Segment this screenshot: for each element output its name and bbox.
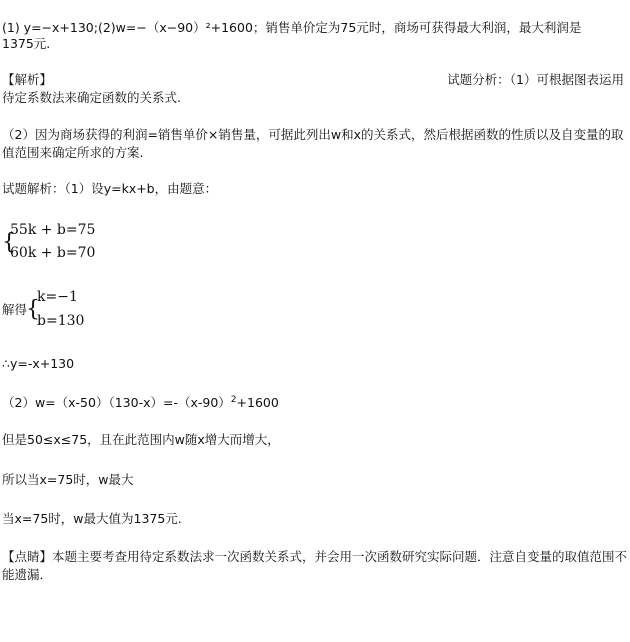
when-line: 所以当x=75时，w最大 [2, 472, 134, 487]
solve-label: 解得 [2, 302, 28, 317]
answer-line-1: (1) y=−x+130;(2)w=−（x−90）²+1600；销售单价定为75元时，商场可获得最大利润，最大利润是 [2, 20, 582, 35]
result-line-1: ∴y=-x+130 [2, 356, 75, 371]
part-2-formula-tail: +1600 [236, 395, 279, 410]
analysis-right-text: 试题分析：（1）可根据图表运用 [447, 72, 624, 87]
system-1-row-2: 60k + b=70 [10, 245, 96, 261]
part-2-formula-main: （2）w=（x-50）（130-x）=-（x-90） [2, 395, 231, 410]
part-2-formula-exponent: 2 [230, 395, 237, 405]
answer-line-2: 1375元. [2, 36, 51, 51]
comment-paragraph: 【点睛】本题主要考查用待定系数法求一次函数关系式，并会用一次函数研究实际问题．注意自变量的取值范围不能遗漏． [2, 549, 628, 582]
left-brace: { [26, 297, 40, 322]
analysis-part-2: （2）因为商场获得的利润=销售单价×销售量，可据此列出w和x的关系式，然后根据函数的性质以及自变量的取值范围来确定所求的方案. [2, 127, 624, 160]
part-2-formula [2, 395, 279, 413]
left-brace: { [2, 230, 16, 255]
analysis-heading: 【解析】 [2, 72, 53, 87]
system-2-row-1: k=−1 [37, 289, 78, 305]
range-line: 但是50≤x≤75，且在此范围内w随x增大而增大， [2, 432, 280, 447]
analysis-line-2: 待定系数法来确定函数的关系式. [2, 90, 181, 105]
max-value-line: 当x=75时，w最大值为1375元. [2, 511, 182, 526]
system-1-row-1: 55k + b=75 [10, 222, 96, 238]
system-2-row-2: b=130 [37, 313, 85, 329]
solution-intro: 试题解析：（1）设y=kx+b，由题意： [2, 181, 218, 196]
